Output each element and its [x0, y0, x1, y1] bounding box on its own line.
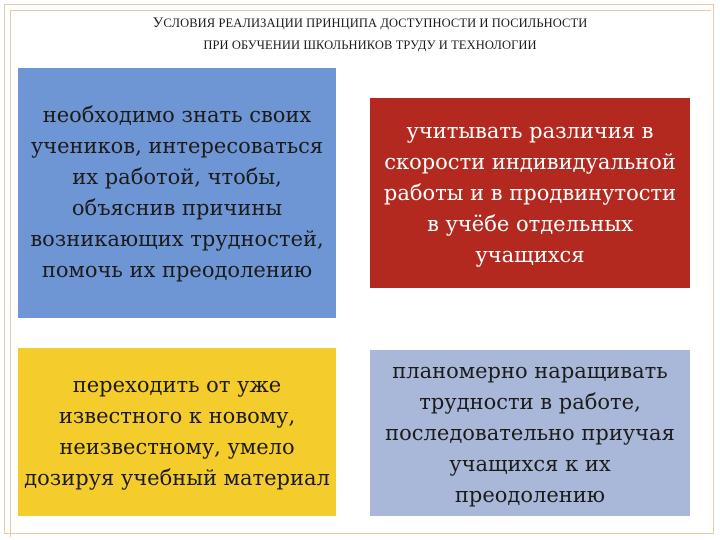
condition-box-increase-difficulty: [370, 350, 690, 516]
condition-box-individual-differences: [370, 98, 690, 288]
title-line-1: [40, 12, 700, 34]
title-initial-cap: У: [152, 15, 164, 31]
slide-title: [40, 12, 700, 56]
condition-text: необходимо знать своих учеников, интересоваться их работой, чтобы, объяснив причины возникающих трудностей, помочь их преодолению: [30, 103, 324, 282]
title-line-2: ПРИ ОБУЧЕНИИ ШКОЛЬНИКОВ ТРУДУ И ТЕХНОЛОГИИ: [203, 38, 537, 52]
condition-text: планомерно наращивать трудности в работе, последовательно приучая учащихся к их преодолению: [385, 358, 675, 507]
title-line-1-text: СЛОВИЯ РЕАЛИЗАЦИИ ПРИНЦИПА ДОСТУПНОСТИ И ПОСИЛЬНОСТИ: [163, 16, 588, 30]
condition-text: учитывать различия в скорости индивидуальной работы и в продвинутости в учёбе отдельных учащихся: [383, 118, 677, 267]
condition-text: переходить от уже известного к новому, неизвестному, умело дозируя учебный материал: [24, 373, 330, 490]
condition-box-know-students: [18, 68, 336, 318]
condition-box-known-to-new: [18, 348, 336, 516]
